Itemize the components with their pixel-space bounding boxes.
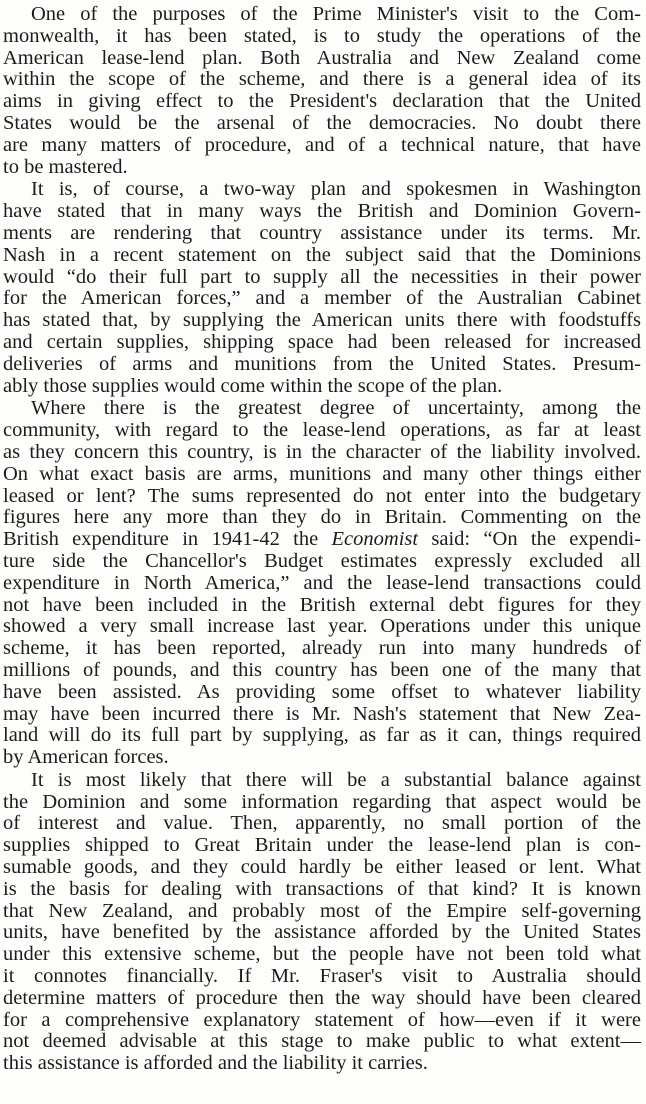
text-line: leased or lent? The sums represented do not enter into the budgetary xyxy=(3,484,641,507)
text-line: ments are rendering that country assistance under its terms. Mr. xyxy=(3,221,641,244)
text-line: It is most likely that there will be a substantial balance against xyxy=(31,768,641,791)
text-line: scheme, it has been reported, already run into many hundreds of xyxy=(3,637,641,660)
text-line: On what exact basis are arms, munitions and many other things either xyxy=(3,462,641,485)
text-line: by American forces. xyxy=(3,746,169,769)
text-line: It is, of course, a two-way plan and spokesmen in Washington xyxy=(31,178,641,201)
paragraph-3 xyxy=(3,398,641,769)
text-line: within the scope of the scheme, and there is a general idea of its xyxy=(3,68,641,91)
text-segment: British expenditure in 1941-42 the xyxy=(3,528,332,551)
text-line: not deemed advisable at this stage to make public to what extent— xyxy=(3,1030,641,1053)
text-line: millions of pounds, and this country has been one of the many that xyxy=(3,658,641,681)
text-line: have been assisted. As providing some offset to whatever liability xyxy=(3,680,641,703)
text-segment: said: “On the expendi- xyxy=(418,528,641,551)
text-line: community, with regard to the lease-lend operations, as far at least xyxy=(3,419,641,442)
text-line: units, have benefited by the assistance afforded by the United States xyxy=(3,921,641,944)
text-line: States would be the arsenal of the democracies. No doubt there xyxy=(3,111,641,134)
text-line-with-italic xyxy=(3,529,641,551)
text-line: figures here any more than they do in Britain. Commenting on the xyxy=(3,506,641,529)
text-line: the Dominion and some information regarding that aspect would be xyxy=(3,790,641,813)
text-line: of interest and value. Then, apparently, no small portion of the xyxy=(3,812,641,835)
text-line: may have been incurred there is Mr. Nash's statement that New Zea- xyxy=(3,702,641,725)
text-line: One of the purposes of the Prime Minister's visit to the Com- xyxy=(31,3,641,25)
text-line: ture side the Chancellor's Budget estimates expressly excluded all xyxy=(3,549,641,572)
text-line: land will do its full part by supplying, as far as it can, things required xyxy=(3,724,641,747)
text-line: have stated that in many ways the British and Dominion Govern- xyxy=(3,200,641,223)
text-line: Where there is the greatest degree of uncertainty, among the xyxy=(31,397,641,420)
text-line: as they concern this country, is in the character of the liability involved. xyxy=(3,440,641,463)
paragraph-4 xyxy=(3,770,641,1075)
text-line: expenditure in North America,” and the lease-lend transactions could xyxy=(3,571,641,594)
text-line: are many matters of procedure, and of a technical nature, that have xyxy=(3,133,641,156)
text-line: aims in giving effect to the President's declaration that the United xyxy=(3,90,641,113)
text-line: that New Zealand, and probably most of the Empire self-governing xyxy=(3,899,641,922)
text-line: is the basis for dealing with transactions of that kind? It is known xyxy=(3,877,641,900)
text-line: this assistance is afforded and the liability it carries. xyxy=(3,1052,428,1075)
text-line: determine matters of procedure then the way should have been cleared xyxy=(3,986,641,1009)
paragraph-2 xyxy=(3,179,641,397)
text-line: deliveries of arms and munitions from the United States. Presum- xyxy=(3,352,641,375)
text-line: monwealth, it has been stated, is to study the operations of the xyxy=(3,24,641,47)
text-line: to be mastered. xyxy=(3,155,128,178)
text-line: under this extensive scheme, but the people have not been told what xyxy=(3,943,641,966)
text-line: has stated that, by supplying the American units there with foodstuffs xyxy=(3,309,641,332)
text-line: American lease-lend plan. Both Australia and New Zealand come xyxy=(3,46,641,69)
text-line: sumable goods, and they could hardly be either leased or lent. What xyxy=(3,856,641,879)
text-line: showed a very small increase last year. Operations under this unique xyxy=(3,615,641,638)
text-line: for the American forces,” and a member of the Australian Cabinet xyxy=(3,287,641,310)
text-line: would “do their full part to supply all the necessities in their power xyxy=(3,265,641,288)
text-line: it connotes financially. If Mr. Fraser's visit to Australia should xyxy=(3,965,641,988)
text-line: for a comprehensive explanatory statement of how—even if it were xyxy=(3,1008,641,1031)
text-line: ably those supplies would come within the scope of the plan. xyxy=(3,374,503,397)
text-line: Nash in a recent statement on the subject said that the Dominions xyxy=(3,243,641,266)
paragraph-1 xyxy=(3,4,641,178)
text-line: supplies shipped to Great Britain under the lease-lend plan is con- xyxy=(3,834,641,857)
text-line: not have been included in the British external debt figures for they xyxy=(3,593,641,616)
text-line: and certain supplies, shipping space had been released for increased xyxy=(3,330,641,353)
publication-title: Economist xyxy=(331,528,419,551)
